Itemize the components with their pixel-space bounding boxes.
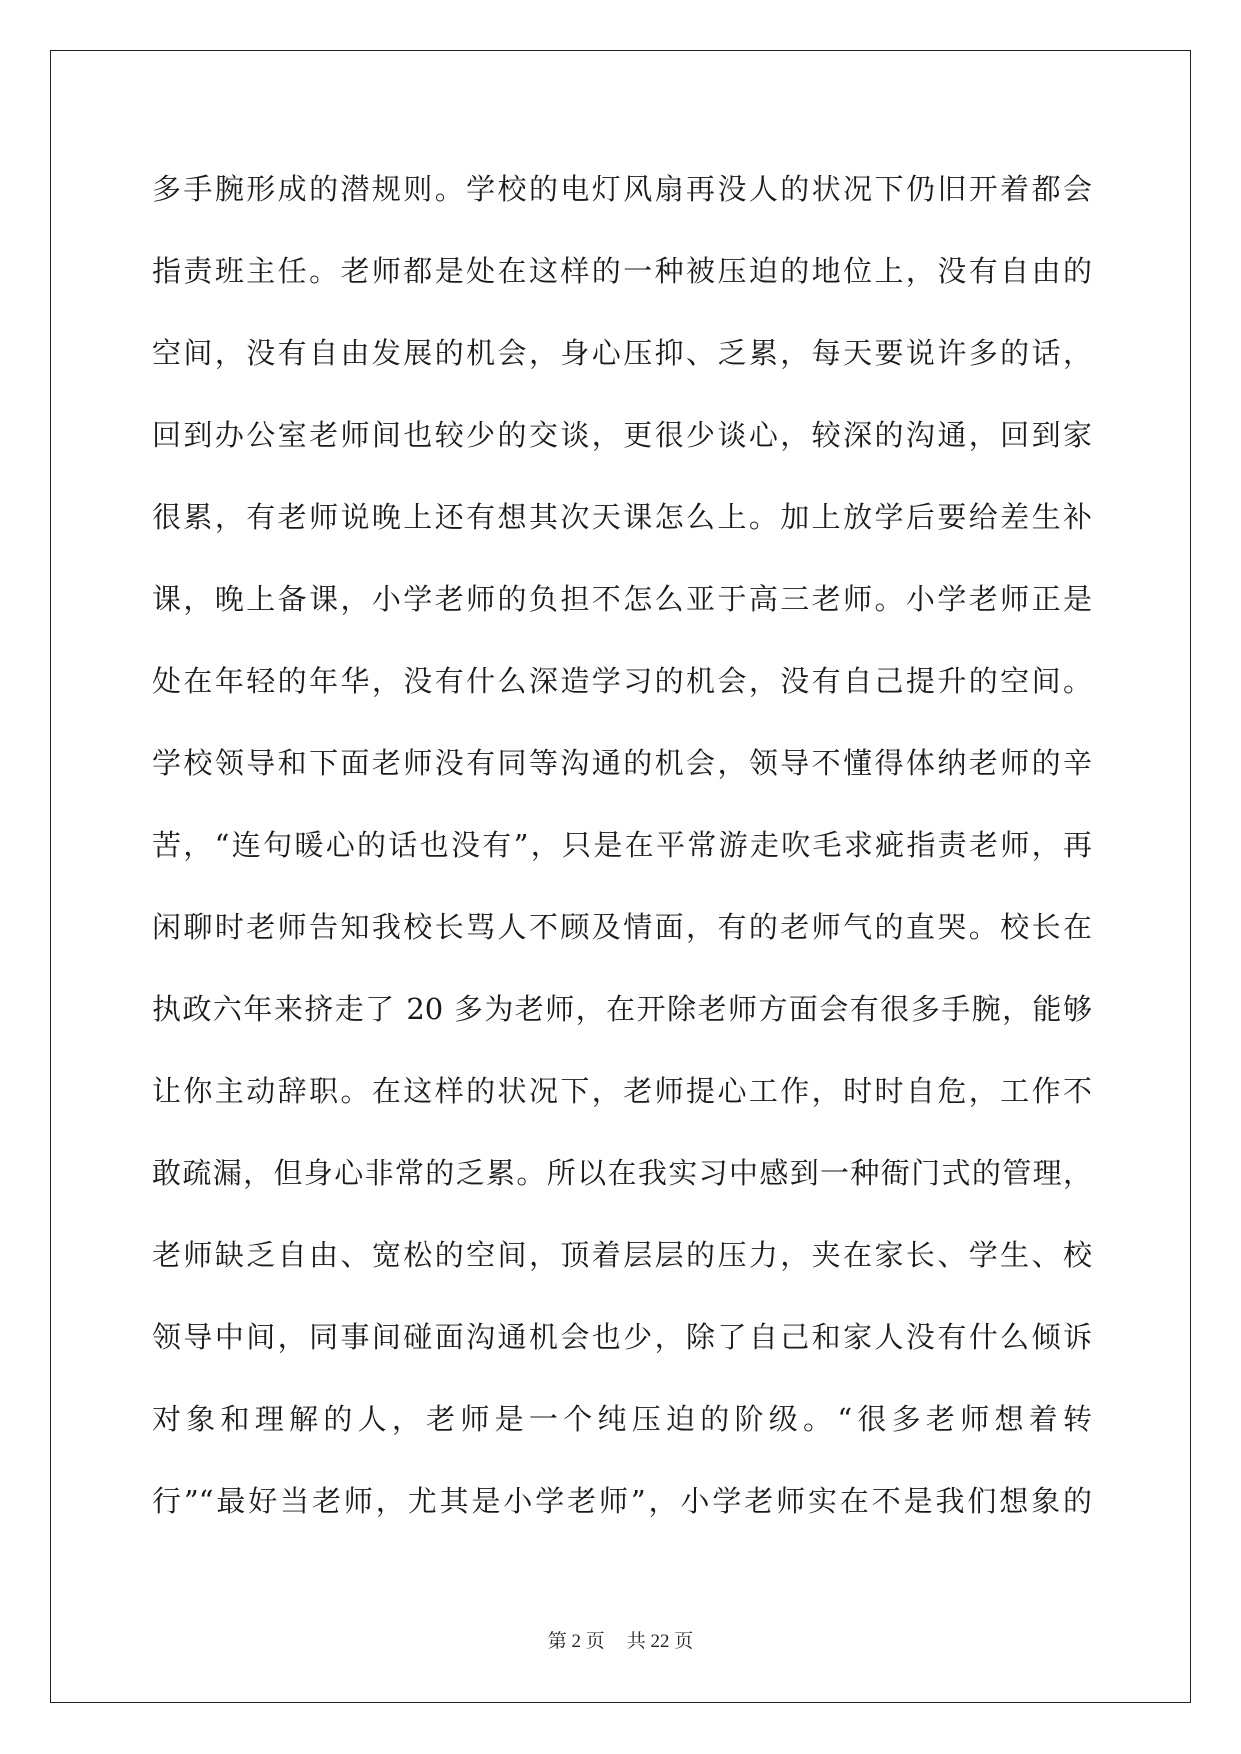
text-line: 多手腕形成的潜规则。学校的电灯风扇再没人的状况下仍旧开着都会 xyxy=(152,172,1092,206)
document-body xyxy=(152,160,1092,1554)
text-line: 课，晚上备课，小学老师的负担不怎么亚于高三老师。小学老师正是 xyxy=(152,582,1092,616)
text-line: 老师缺乏自由、宽松的空间，顶着层层的压力，夹在家长、学生、校 xyxy=(152,1238,1092,1272)
text-line: 处在年轻的年华，没有什么深造学习的机会，没有自己提升的空间。 xyxy=(152,664,1092,698)
text-line: 行”“最好当老师，尤其是小学老师”，小学老师实在不是我们想象的 xyxy=(152,1484,1092,1518)
text-line: 学校领导和下面老师没有同等沟通的机会，领导不懂得体纳老师的辛 xyxy=(152,746,1092,780)
page-total: 共 22 页 xyxy=(626,1631,694,1652)
text-line: 对象和理解的人，老师是一个纯压迫的阶级。“很多老师想着转 xyxy=(152,1402,1092,1436)
text-line: 回到办公室老师间也较少的交谈，更很少谈心，较深的沟通，回到家 xyxy=(152,418,1092,452)
text-line: 让你主动辞职。在这样的状况下，老师提心工作，时时自危，工作不 xyxy=(152,1074,1092,1108)
text-line: 苦，“连句暖心的话也没有”，只是在平常游走吹毛求疵指责老师，再 xyxy=(152,828,1092,862)
text-line: 领导中间，同事间碰面沟通机会也少，除了自己和家人没有什么倾诉 xyxy=(152,1320,1092,1354)
text-line: 闲聊时老师告知我校长骂人不顾及情面，有的老师气的直哭。校长在 xyxy=(152,910,1092,944)
text-line: 执政六年来挤走了 20 多为老师，在开除老师方面会有很多手腕，能够 xyxy=(152,992,1092,1026)
page-number: 第 2 页 xyxy=(547,1631,605,1652)
text-line: 空间，没有自由发展的机会，身心压抑、乏累，每天要说许多的话， xyxy=(152,336,1092,370)
text-line: 指责班主任。老师都是处在这样的一种被压迫的地位上，没有自由的 xyxy=(152,254,1092,288)
text-line: 敢疏漏，但身心非常的乏累。所以在我实习中感到一种衙门式的管理， xyxy=(152,1156,1092,1190)
page-footer xyxy=(0,1626,1241,1653)
text-line: 很累，有老师说晚上还有想其次天课怎么上。加上放学后要给差生补 xyxy=(152,500,1092,534)
